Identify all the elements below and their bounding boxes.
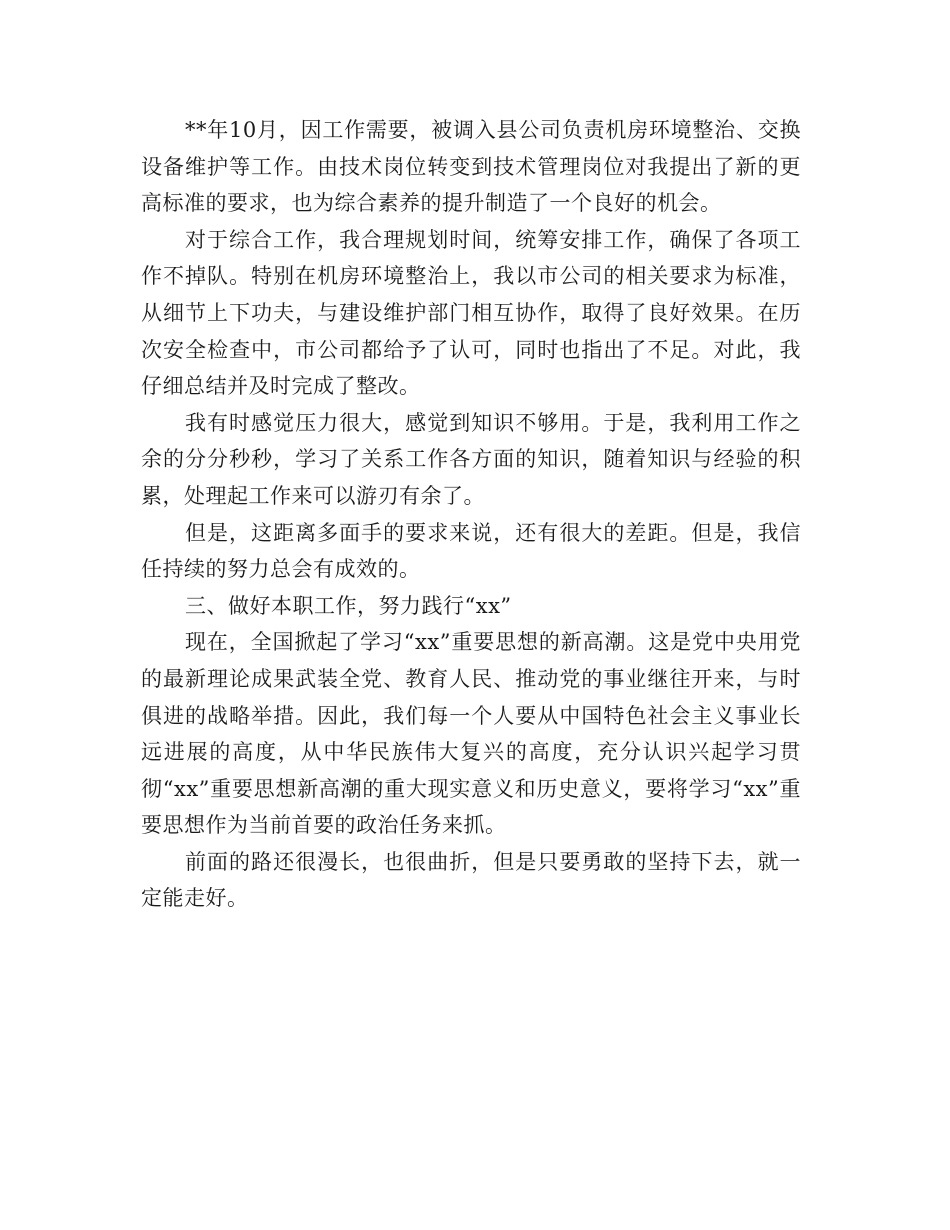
paragraph-3: 我有时感觉压力很大，感觉到知识不够用。于是，我利用工作之余的分分秒秒，学习了关系工作各方面的知识，随着知识与经验的积累，处理起工作来可以游刃有余了。	[141, 410, 801, 508]
paragraph-6: 前面的路还很漫长，也很曲折，但是只要勇敢的坚持下去，就一定能走好。	[141, 849, 801, 911]
paragraph-2: 对于综合工作，我合理规划时间，统筹安排工作，确保了各项工作不掉队。特别在机房环境整治上，我以市公司的相关要求为标准，从细节上下功夫，与建设维护部门相互协作，取得了良好效果。在历次安全检查中，市公司都给予了认可，同时也指出了不足。对此，我仔细总结并及时完成了整改。	[141, 227, 801, 399]
paragraph-1: **年10月，因工作需要，被调入县公司负责机房环境整治、交换设备维护等工作。由技术岗位转变到技术管理岗位对我提出了新的更高标准的要求，也为综合素养的提升制造了一个良好的机会。	[141, 118, 801, 216]
paragraph-4: 但是，这距离多面手的要求来说，还有很大的差距。但是，我信任持续的努力总会有成效的。	[141, 520, 801, 582]
paragraph-5: 现在，全国掀起了学习“xx”重要思想的新高潮。这是党中央用党的最新理论成果武装全党、教育人民、推动党的事业继往开来，与时俱进的战略举措。因此，我们每一个人要从中国特色社会主义事业长远进展的高度，从中华民族伟大复兴的高度，充分认识兴起学习贯彻“xx”重要思想新高潮的重大现实意义和历史意义，要将学习“xx”重要思想作为当前首要的政治任务来抓。	[141, 630, 801, 838]
document-body	[141, 112, 801, 917]
section-heading-3: 三、做好本职工作，努力践行“xx”	[185, 593, 512, 618]
